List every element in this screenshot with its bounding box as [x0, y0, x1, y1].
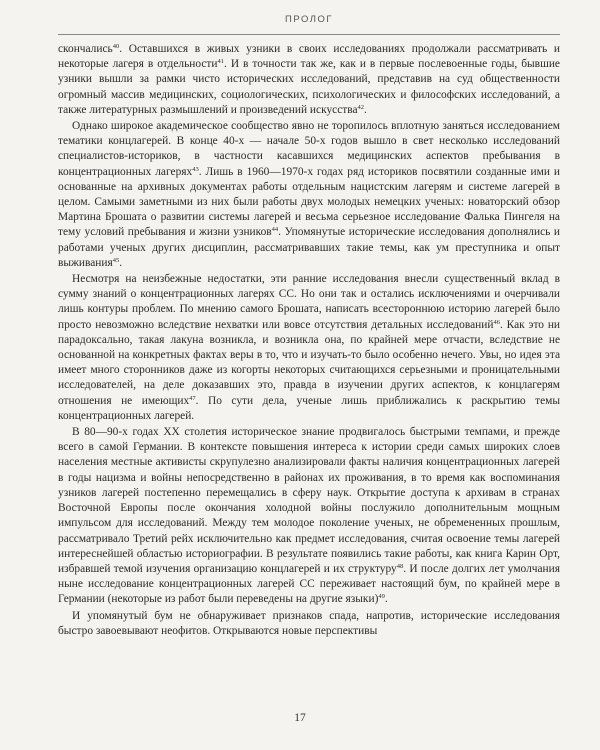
text-run: .: [119, 256, 123, 269]
text-run: . Лишь в 1960—1970-х годах ряд историков посвятили созданные ими и основанные на архивных документах работы отдельным нацистским лагерям и системе лагерей в целом. Самыми заметными из них были работы двух молодых немецких ученых: новаторский обзор Мартина Брошата о развитии системы лагерей и весьма серьезное исследование Фалька Пингеля на тему условий пребывания и жизни узников: [58, 165, 560, 239]
page-number: 17: [294, 712, 306, 724]
text-run: . И после долгих лет умолчания ныне исследование концентрационных лагерей СС переживает настоящий бум, по крайней мере в Германии (некоторые из работ были переведены на другие языки): [58, 562, 560, 606]
text-run: В 80—90-х годах XX столетия историческое знание продвигалось быстрыми темпами, и прежде всего в самой Германии. В контексте повышения интереса к истории среди самых широких слоев населения местные активисты скрупулезно анализировали факты наличия концентрационных лагерей в годы нацизма и войны непосредственно в районах их проживания, в то время как воспоминания узников лагерей постепенно перемещались в сферу наук. Открытие доступа к архивам в странах Восточной Европы после окончания холодной войны послужило дополнительным мощным импульсом для исследований. Между тем молодое поколение ученых, не обремененных прошлым, рассматривало Третий рейх исключительно как предмет исследования, считая освоение темы лагерей интереснейшей областью историографии. В результате появились такие работы, как книга Карин Орт, избравшей темой изучения организацию концлагерей и их структуру: [58, 426, 560, 575]
text-run: . По сути дела, ученые лишь приближались к раскрытию темы концентрационных лагерей.: [58, 394, 560, 422]
body-text: [58, 42, 560, 639]
footnote-marker: 45: [112, 256, 120, 264]
paragraph: [58, 609, 560, 639]
text-run: Однако широкое академическое сообщество явно не торопилось вплотную заняться исследованием тематики концлагерей. В конце 40-х — начале 50-х годов вышло в свет несколько исследований специалистов-историков, в частности касавшихся медицинских аспектов пребывания в концентрационных лагерях: [58, 120, 560, 178]
text-run: .: [384, 593, 388, 606]
text-run: .: [364, 103, 367, 116]
footnote-marker: 40: [112, 43, 120, 50]
footnote-marker: 41: [217, 58, 224, 66]
paragraph: [58, 272, 560, 424]
running-header: ПРОЛОГ: [284, 14, 333, 25]
footnote-marker: 44: [271, 226, 279, 234]
text-run: И упомянутый бум не обнаруживает признаков спада, напротив, исторические исследования быстро завоевывают неофитов. Открываются новые перспективы: [58, 609, 560, 637]
text-run: Несмотря на неизбежные недостатки, эти ранние исследования внесли существенный вклад в сумму знаний о концентрационных лагерях СС. Но они так и остались исключениями и очерчивали лишь контуры проблем. По мнению самого Брошата, написать всестороннюю историю лагерей было просто невозможно вследствие нехватки или вовсе отсутствия детальных исследований: [58, 273, 560, 331]
paragraph: [58, 42, 560, 118]
header-rule: [58, 34, 560, 35]
text-run: . Как это ни парадоксально, такая лакуна возникла, и возникла она, по крайней мере отчасти, вследствие не основанной на конкретных фактах веры в то, что и изучать-то было особенно нечего. Увы, но идея эта имеет много сторонников даже из когорты некоторых считающихся серьезными и проницательными исследователей, на деле доказавших это, правда в изучении других аспектов, к концлагерям отношения не имеющих: [58, 318, 561, 407]
text-run: . И в точности так же, как и в первые послевоенные годы, бывшие узники вышли за рамки чисто исторических исследований, представив на суд общественности огромный массив медицинских, социологических, психологических и философских исследований, а также литературных размышлений и произведений искусства: [58, 58, 560, 116]
footnote-marker: 42: [357, 103, 365, 111]
footnote-marker: 48: [396, 562, 404, 570]
paragraph: [58, 425, 560, 607]
footnote-marker: 43: [192, 165, 199, 173]
footnote-marker: 49: [378, 593, 385, 601]
paragraph: [58, 119, 560, 271]
footnote-marker: 46: [493, 318, 500, 326]
text-run: . Оставшихся в живых узники в своих исследованиях продолжали рассматривать и некоторые лагеря в отдельности: [58, 43, 560, 71]
text-run: скончались: [58, 43, 113, 55]
text-run: . Упомянутые исторические исследования дополнялись и работами ученых других дисциплин, рассматривавших такие темы, как ум преступника и опыт выживания: [58, 226, 560, 269]
footnote-marker: 47: [189, 394, 196, 402]
